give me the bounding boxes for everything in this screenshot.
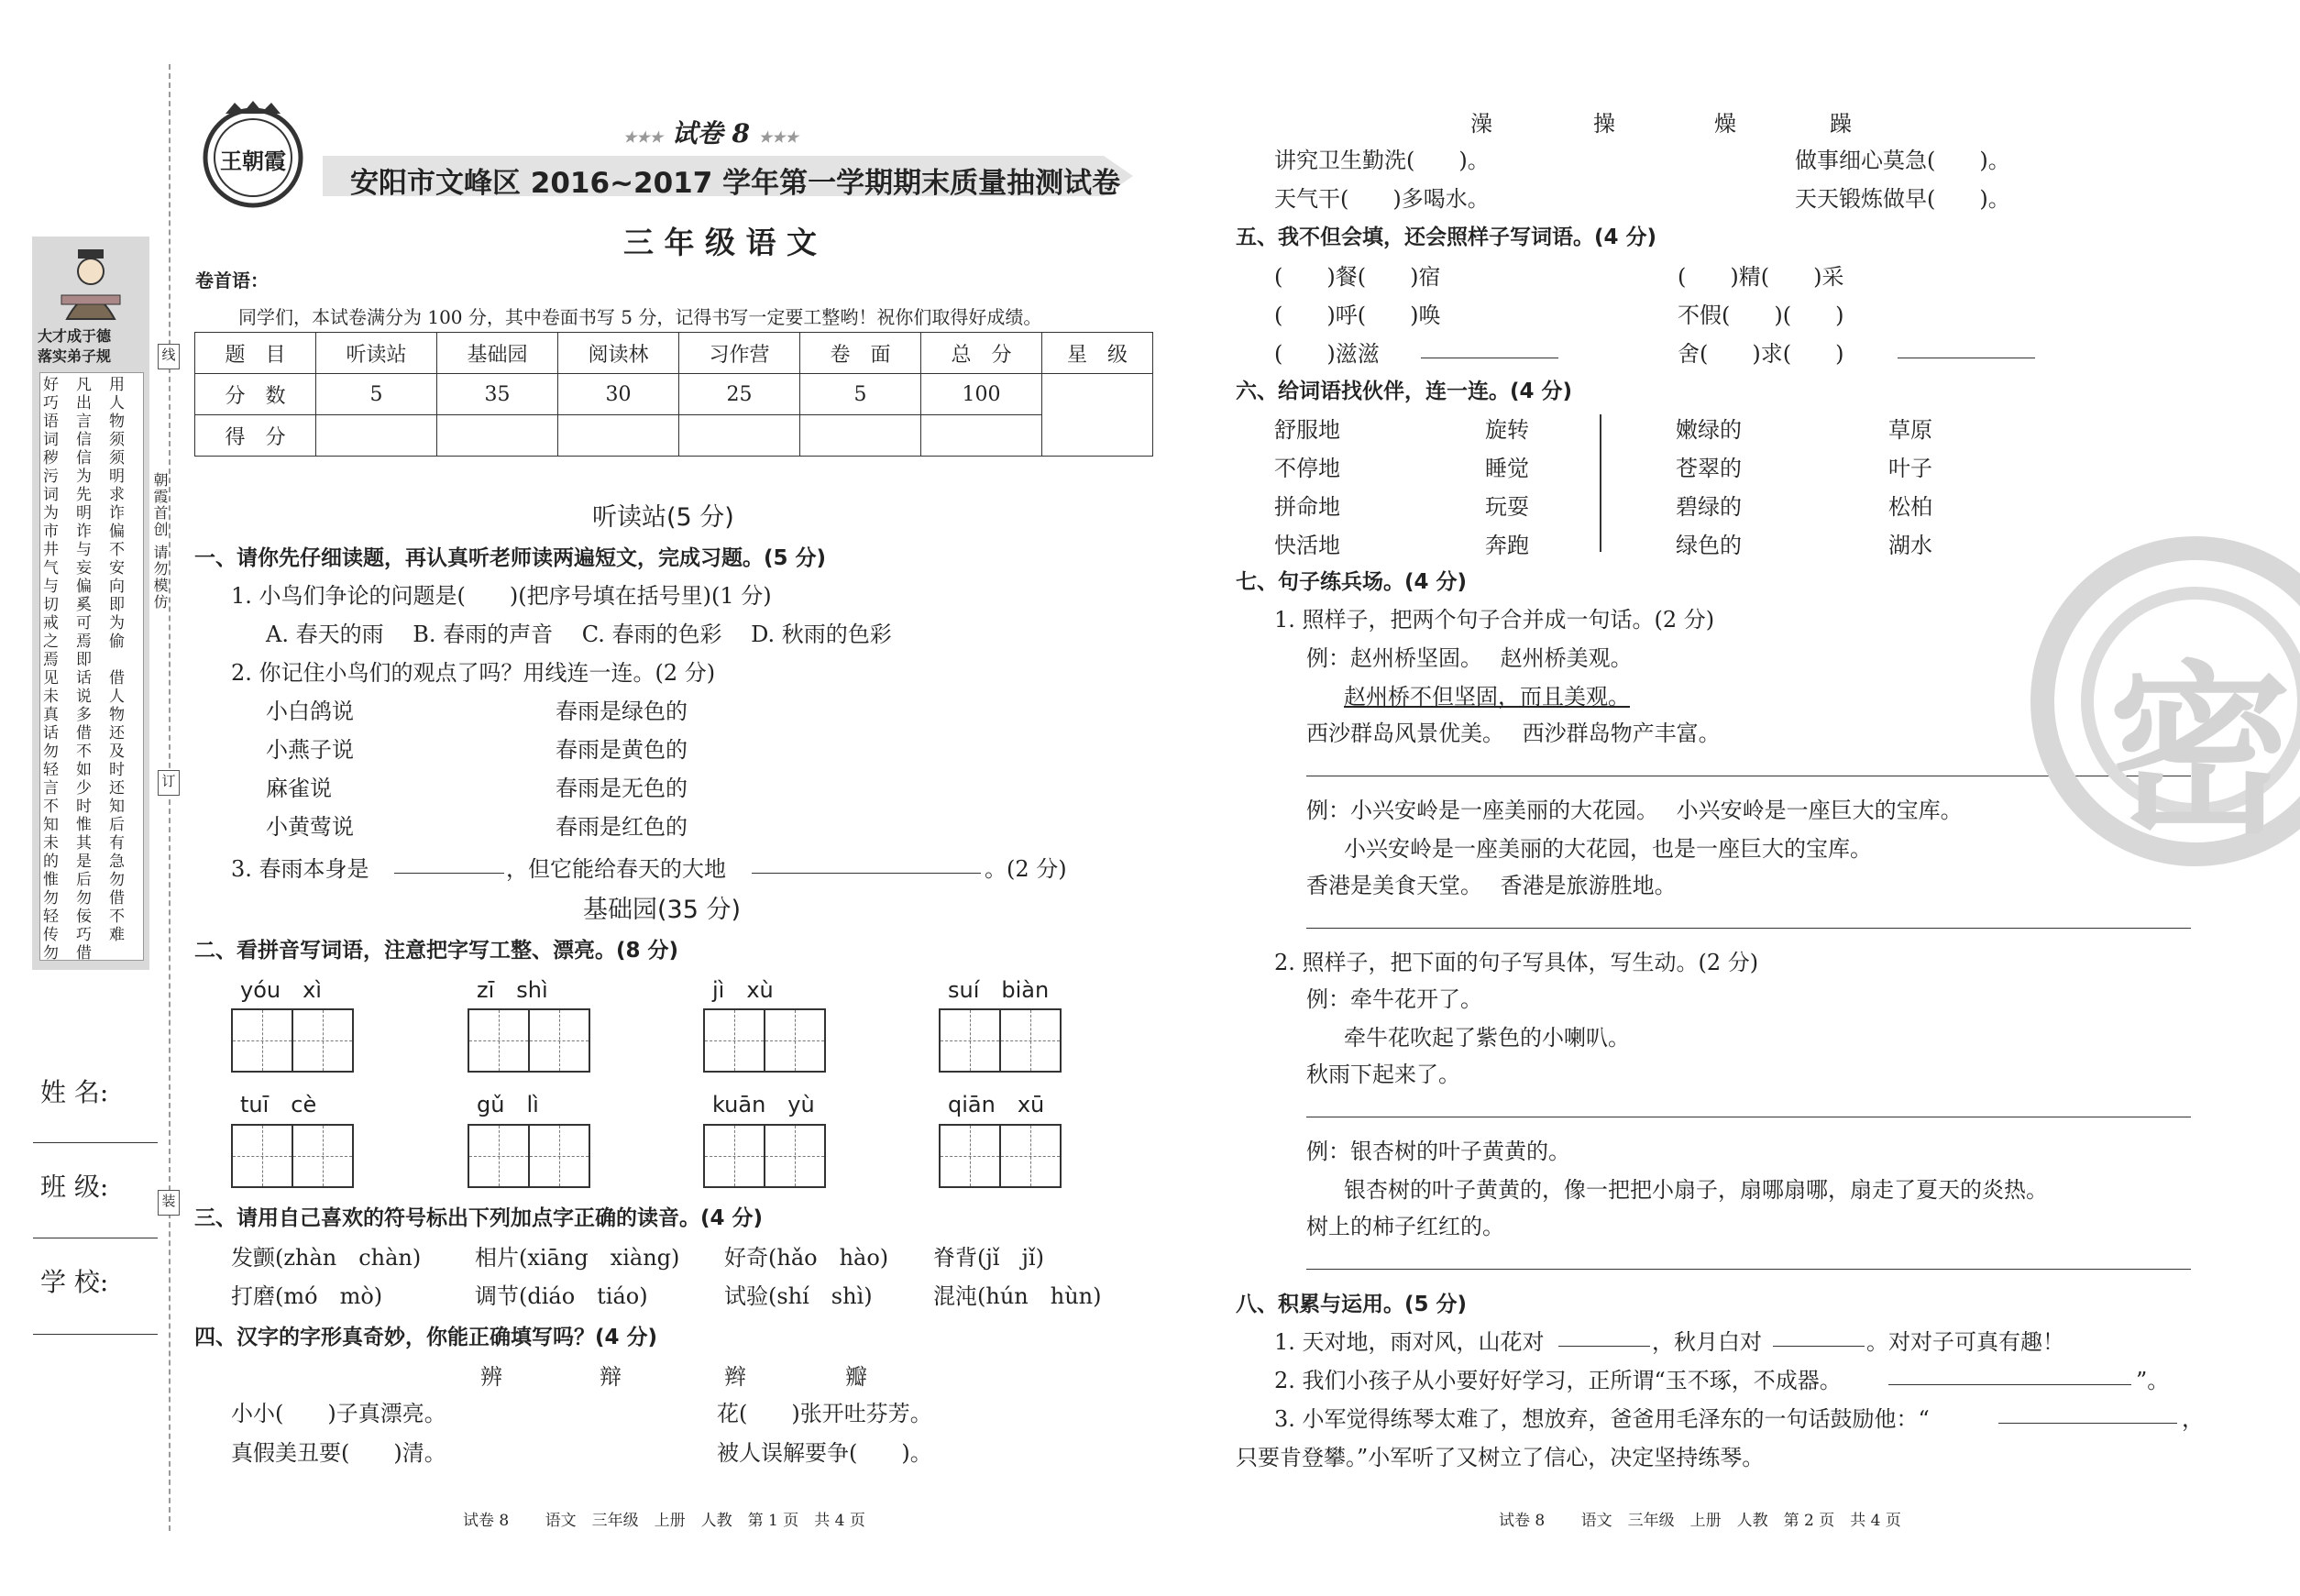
table-cell: 题 目 — [195, 333, 316, 374]
q4-item2-1[interactable]: 讲究卫生勤洗( )。 — [1274, 148, 1490, 173]
char-option: 操 — [1593, 111, 1615, 137]
match-word[interactable]: 不停地 — [1274, 456, 1340, 481]
q1-3-blank-1[interactable] — [394, 873, 504, 874]
motto-top2: 落实弟子规 — [38, 347, 112, 365]
motto-panel — [32, 237, 149, 970]
grid-cell[interactable] — [233, 1126, 293, 1186]
q3-title: 三、请用自己喜欢的符号标出下列加点字正确的读音。(4 分) — [194, 1206, 764, 1230]
q7-2-example-2: 例：银杏树的叶子黄黄的。 — [1306, 1139, 1570, 1164]
match-word[interactable]: 苍翠的 — [1676, 456, 1742, 481]
match-word[interactable]: 嫩绿的 — [1676, 417, 1742, 443]
preface-text: 同学们，本试卷满分为 100 分，其中卷面书写 5 分，记得书写一定要工整哟！祝你们取得好成绩。 — [238, 306, 1042, 328]
motto-column: 即为偷 — [109, 596, 125, 651]
grid-cell[interactable] — [1001, 1010, 1060, 1071]
char-option: 澡 — [1470, 111, 1492, 137]
q7-2-question-2: 树上的柿子红红的。 — [1306, 1214, 1504, 1239]
q5-item-2[interactable]: ( )精( )采 — [1678, 264, 1844, 290]
q7-1-example-1-answer: 赵州桥不但坚固，而且美观。 — [1344, 684, 1630, 710]
q4-item2-3[interactable]: 天气干( )多喝水。 — [1274, 186, 1490, 212]
q8-2-blank[interactable] — [1888, 1384, 2131, 1385]
pinyin-label: suí biàn — [948, 977, 1050, 1003]
motto-column: 借人物还 — [109, 669, 125, 743]
char-option: 瓣 — [845, 1364, 867, 1390]
score-input-cell[interactable] — [437, 415, 558, 457]
grid-cell[interactable] — [293, 1126, 352, 1186]
q7-2: 2. 照样子，把下面的句子写具体，写生动。(2 分) — [1274, 950, 1759, 975]
q4-item-3[interactable]: 真假美丑要( )清。 — [231, 1440, 446, 1466]
school-label: 学 校: — [40, 1267, 109, 1297]
school-field[interactable] — [33, 1334, 158, 1335]
watermark-char: 密 — [2108, 645, 2293, 859]
score-input-cell[interactable] — [921, 415, 1042, 457]
q1-1-options: A. 春天的雨 B. 春雨的声音 C. 春雨的色彩 D. 秋雨的色彩 — [266, 622, 892, 647]
grid-cell[interactable] — [765, 1010, 824, 1071]
exam-title: 安阳市文峰区 2016~2017 学年第一学期期末质量抽测试卷 — [350, 167, 1121, 200]
name-field[interactable] — [33, 1142, 158, 1143]
q7-1-example-2-answer: 小兴安岭是一座美丽的大花园，也是一座巨大的宝库。 — [1344, 836, 1872, 862]
tian-grid-box[interactable] — [939, 1008, 1062, 1073]
pronunciation-item[interactable]: 相片(xiāng xiàng) — [475, 1245, 680, 1271]
table-cell: 星 级 — [1042, 333, 1153, 374]
grid-cell[interactable] — [1001, 1126, 1060, 1186]
q5-item-3[interactable]: ( )呼( )唤 — [1274, 303, 1441, 328]
char-option: 辨 — [480, 1364, 502, 1390]
page1-footer: 试卷 8 语文 三年级 上册 人教 第 1 页 共 4 页 — [463, 1512, 865, 1530]
score-input-cell[interactable] — [558, 415, 679, 457]
q1-1: 1. 小鸟们争论的问题是( )(把序号填在括号里)(1 分) — [231, 583, 772, 609]
table-cell: 习作营 — [679, 333, 800, 374]
motto-column: 及时还知 — [109, 743, 125, 816]
q8-title: 八、积累与运用。(5 分) — [1236, 1293, 1468, 1316]
match-word[interactable]: 叶子 — [1888, 456, 1932, 481]
match-word[interactable]: 奔跑 — [1485, 533, 1529, 558]
char-option: 燥 — [1714, 111, 1736, 137]
motto-column: 借不难 — [109, 889, 125, 944]
pinyin-label: yóu xì — [240, 977, 322, 1003]
char-option: 辩 — [600, 1364, 622, 1390]
q7-1-question-2: 香港是美食天堂。 香港是旅游胜地。 — [1306, 873, 1677, 898]
grid-cell[interactable] — [765, 1126, 824, 1186]
pinyin-label: tuī cè — [240, 1092, 317, 1117]
motto-column: 偏不安向 — [109, 523, 125, 596]
match-word[interactable]: 草原 — [1888, 417, 1932, 443]
q4-item2-2[interactable]: 做事细心莫急( )。 — [1795, 148, 2010, 173]
q5-item-4[interactable]: 不假( )( ) — [1678, 303, 1844, 328]
grid-cell[interactable] — [469, 1010, 530, 1071]
q1-3a: 3. 春雨本身是 — [231, 856, 369, 882]
match-word[interactable]: 松柏 — [1888, 494, 1932, 520]
score-table-row — [195, 415, 1153, 457]
grid-cell[interactable] — [705, 1126, 765, 1186]
q1-3c: 。(2 分) — [985, 856, 1067, 882]
grid-cell[interactable] — [469, 1126, 530, 1186]
q4-item2-4[interactable]: 天天锻炼做早( )。 — [1795, 186, 2010, 212]
q8-1a: 1. 天对地，雨对风，山花对 — [1274, 1329, 1545, 1355]
motto-column: 不如少时 — [76, 743, 92, 816]
grid-cell[interactable] — [233, 1010, 293, 1071]
q8-2a: 2. 我们小孩子从小要好好学习，正所谓“玉不琢，不成器。 — [1274, 1368, 1842, 1393]
score-input-cell[interactable] — [800, 415, 921, 457]
q5-title: 五、我不但会填，还会照样子写词语。(4 分) — [1236, 226, 1657, 249]
q7-1-example-1: 例：赵州桥坚固。 赵州桥美观。 — [1306, 645, 1633, 671]
tian-grid-box[interactable] — [231, 1008, 354, 1073]
grid-cell[interactable] — [705, 1010, 765, 1071]
motto-column: 市井气与 — [43, 523, 59, 596]
bird-label[interactable]: 小黄莺说 — [266, 814, 354, 840]
originality-notice: 朝霞首创 请勿模仿 — [151, 472, 169, 611]
q8-1b: ，秋月白对 — [1652, 1329, 1762, 1355]
motto-column: 秽污词为 — [43, 449, 59, 523]
grid-cell[interactable] — [530, 1010, 589, 1071]
q5-item-1[interactable]: ( )餐( )宿 — [1274, 264, 1441, 290]
char-option: 躁 — [1830, 111, 1852, 137]
match-word[interactable]: 绿色的 — [1676, 533, 1742, 558]
score-table-row — [195, 374, 1153, 415]
table-cell: 阅读林 — [558, 333, 679, 374]
pronunciation-item[interactable]: 混沌(hún hùn) — [933, 1283, 1102, 1309]
q6-divider — [1600, 414, 1601, 552]
pinyin-label: qiān xū — [948, 1092, 1045, 1117]
motto-column: 信为先明 — [76, 449, 92, 523]
view-label[interactable]: 春雨是黄色的 — [556, 737, 688, 763]
q1-title: 一、请你先仔细读题，再认真听老师读两遍短文，完成习题。(5 分) — [194, 546, 827, 570]
q7-2-answer-line-2[interactable] — [1306, 1269, 2191, 1270]
brand-logo — [189, 101, 317, 211]
section-listen: 听读站(5 分) — [592, 503, 734, 532]
bird-label[interactable]: 小燕子说 — [266, 737, 354, 763]
q8-3-blank[interactable] — [1998, 1423, 2177, 1424]
subject-title: 三 年 级 语 文 — [623, 225, 817, 260]
bird-label[interactable]: 小白鸽说 — [266, 699, 354, 724]
table-cell: 总 分 — [921, 333, 1042, 374]
q7-title: 七、句子练兵场。(4 分) — [1236, 570, 1468, 594]
motto-column: 话说多借 — [76, 669, 92, 743]
section-basic: 基础园(35 分) — [583, 896, 742, 924]
table-cell: 30 — [558, 374, 679, 415]
q7-2-example-1: 例：牵牛花开了。 — [1306, 986, 1482, 1012]
seal-char-bind: 装 — [158, 1190, 180, 1216]
q8-3a: 3. 小军觉得练琴太难了，想放弃，爸爸用毛泽东的一句话鼓励他：“ — [1274, 1406, 1930, 1432]
table-cell: 听读站 — [316, 333, 437, 374]
table-cell: 卷 面 — [800, 333, 921, 374]
q8-1-blank-1[interactable] — [1558, 1346, 1650, 1347]
score-input-cell[interactable] — [316, 415, 437, 457]
pronunciation-item[interactable]: 打磨(mó mò) — [231, 1283, 383, 1309]
q8-3c: 只要肯登攀。”小军听了又树立了信心，决定坚持练琴。 — [1236, 1445, 1765, 1470]
grid-cell[interactable] — [941, 1126, 1001, 1186]
score-input-cell[interactable] — [679, 415, 800, 457]
motto-column: 勿佞巧借 — [76, 889, 92, 963]
q5-item-5[interactable]: ( )滋滋 — [1274, 341, 1380, 367]
motto-column: 知未的惟 — [43, 816, 59, 889]
grid-cell[interactable] — [941, 1010, 1001, 1071]
motto-column: 诈与妄偏 — [76, 523, 92, 596]
q1-3-blank-2[interactable] — [752, 873, 981, 874]
motto-column: 勿轻传勿 — [43, 889, 59, 963]
q7-1-example-2: 例：小兴安岭是一座美丽的大花园。 小兴安岭是一座巨大的宝库。 — [1306, 798, 1963, 823]
q5-item-6[interactable]: 舍( )求( ) — [1678, 341, 1844, 367]
view-label[interactable]: 春雨是红色的 — [556, 814, 688, 840]
motto-column: 用人物须 — [109, 376, 125, 449]
page2-footer: 试卷 8 语文 三年级 上册 人教 第 2 页 共 4 页 — [1499, 1512, 1901, 1530]
motto-column: 凡出言信 — [76, 376, 92, 449]
tian-grid-box[interactable] — [468, 1008, 590, 1073]
q4-item-4[interactable]: 被人误解要争( )。 — [717, 1440, 932, 1466]
star-rating-cell[interactable] — [1042, 374, 1153, 457]
q8-3b: ， — [2182, 1406, 2204, 1432]
char-option: 辫 — [724, 1364, 746, 1390]
exam-badge: ★★★ 试卷 8 ★★★ — [623, 118, 798, 149]
score-table-header-row — [195, 333, 1153, 374]
q7-1: 1. 照样子，把两个句子合并成一句话。(2 分) — [1274, 607, 1715, 633]
match-word[interactable]: 拼命地 — [1274, 494, 1340, 520]
match-word[interactable]: 玩耍 — [1485, 494, 1529, 520]
motto-column: 后有急勿 — [109, 816, 125, 889]
tian-grid-box[interactable] — [703, 1124, 826, 1188]
binding-dashed-line — [169, 64, 171, 1531]
pronunciation-item[interactable]: 好奇(hǎo hào) — [724, 1245, 889, 1271]
table-cell: 基础园 — [437, 333, 558, 374]
q7-1-answer-line-2[interactable] — [1306, 928, 2191, 929]
table-cell: 35 — [437, 374, 558, 415]
table-cell: 25 — [679, 374, 800, 415]
motto-column: 好巧语词 — [43, 376, 59, 449]
table-cell: 5 — [316, 374, 437, 415]
table-cell: 100 — [921, 374, 1042, 415]
motto-column: 须明求诈 — [109, 449, 125, 523]
match-word[interactable]: 睡觉 — [1485, 456, 1529, 481]
q4-item-1[interactable]: 小小( )子真漂亮。 — [231, 1401, 446, 1426]
motto-column: 切戒之焉 — [43, 596, 59, 669]
motto-top: 大才成于德 — [38, 327, 112, 345]
q8-1-blank-2[interactable] — [1773, 1346, 1865, 1347]
pinyin-label: kuān yù — [712, 1092, 815, 1117]
q7-2-example-1-answer: 牵牛花吹起了紫色的小喇叭。 — [1344, 1025, 1630, 1051]
match-word[interactable]: 湖水 — [1888, 533, 1932, 558]
class-label: 班 级: — [40, 1172, 109, 1202]
pronunciation-item[interactable]: 发颤(zhàn chàn) — [231, 1245, 422, 1271]
bird-label[interactable]: 麻雀说 — [266, 776, 332, 801]
name-label: 姓 名: — [40, 1077, 109, 1107]
match-word[interactable]: 碧绿的 — [1676, 494, 1742, 520]
view-label[interactable]: 春雨是无色的 — [556, 776, 688, 801]
table-cell: 得 分 — [195, 415, 316, 457]
match-word[interactable]: 旋转 — [1485, 417, 1529, 443]
q1-3b: ，但它能给春天的大地 — [506, 856, 726, 882]
motto-column: 见未真话 — [43, 669, 59, 743]
motto-column: 勿轻言不 — [43, 743, 59, 816]
q2-title: 二、看拼音写词语，注意把字写工整、漂亮。(8 分) — [194, 939, 679, 963]
q7-2-question-1: 秋雨下起来了。 — [1306, 1062, 1460, 1087]
q4-title: 四、汉字的字形真奇妙，你能正确填写吗？(4 分) — [194, 1326, 658, 1349]
seal-char-line: 线 — [158, 344, 180, 369]
logo-text: 王朝霞 — [220, 148, 286, 174]
pinyin-label: jì xù — [712, 977, 774, 1003]
tian-grid-box[interactable] — [703, 1008, 826, 1073]
grid-cell[interactable] — [530, 1126, 589, 1186]
tian-grid-box[interactable] — [468, 1124, 590, 1188]
q1-2: 2. 你记住小鸟们的观点了吗？用线连一连。(2 分) — [231, 660, 716, 686]
score-table — [194, 332, 1153, 457]
tian-grid-box[interactable] — [231, 1124, 354, 1188]
motto-column: 奚可焉即 — [76, 596, 92, 669]
grid-cell[interactable] — [293, 1010, 352, 1071]
table-cell: 5 — [800, 374, 921, 415]
pinyin-label: zī shì — [477, 977, 548, 1003]
motto-column: 惟其是后 — [76, 816, 92, 889]
pronunciation-item[interactable]: 脊背(jǐ jǐ) — [933, 1245, 1044, 1271]
tian-grid-box[interactable] — [939, 1124, 1062, 1188]
match-word[interactable]: 快活地 — [1274, 533, 1340, 558]
preface-label: 卷首语： — [195, 270, 269, 292]
q8-2b: ”。 — [2136, 1368, 2170, 1393]
view-label[interactable]: 春雨是绿色的 — [556, 699, 688, 724]
q4-item-2[interactable]: 花( )张开吐芬芳。 — [717, 1401, 932, 1426]
seal-char-order: 订 — [158, 770, 180, 796]
q7-2-example-2-answer: 银杏树的叶子黄黄的，像一把把小扇子，扇哪扇哪，扇走了夏天的炎热。 — [1344, 1177, 2048, 1203]
q6-title: 六、给词语找伙伴，连一连。(4 分) — [1236, 380, 1573, 403]
pinyin-label: gǔ lì — [477, 1092, 539, 1117]
scholar-figure-icon — [58, 248, 124, 321]
q7-1-question-1: 西沙群岛风景优美。 西沙群岛物产丰富。 — [1306, 721, 1721, 746]
table-cell: 分 数 — [195, 374, 316, 415]
pronunciation-item[interactable]: 调节(diáo tiáo) — [475, 1283, 648, 1309]
match-word[interactable]: 舒服地 — [1274, 417, 1340, 443]
q8-1c: 。对对子可真有趣！ — [1866, 1329, 2064, 1355]
pronunciation-item[interactable]: 试验(shí shì) — [724, 1283, 873, 1309]
